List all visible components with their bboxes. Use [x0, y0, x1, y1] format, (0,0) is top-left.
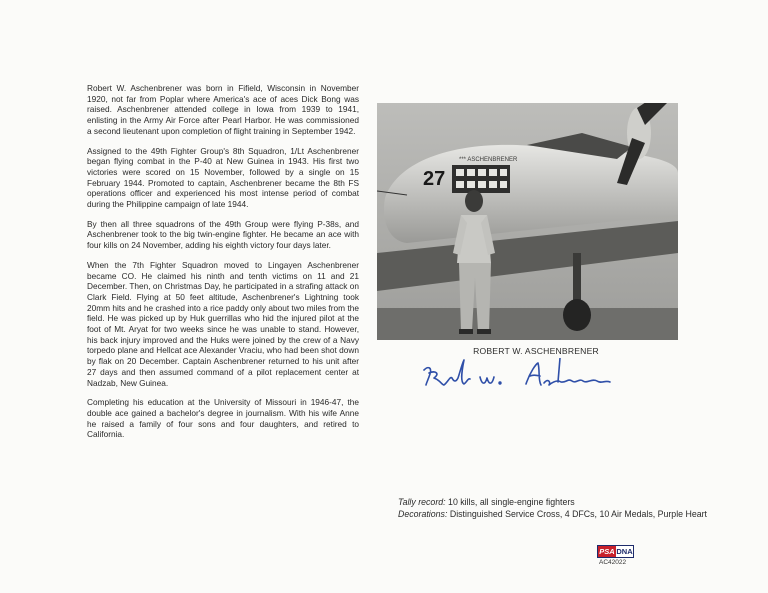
tally-record: [398, 496, 708, 520]
tally-label: Tally record:: [398, 497, 446, 507]
svg-text:*** ASCHENBRENER: *** ASCHENBRENER: [459, 157, 518, 163]
tally-row: [398, 496, 708, 508]
decorations-value: Distinguished Service Cross, 4 DFCs, 10 Air Medals, Purple Heart: [449, 509, 708, 519]
aircraft-number: 27: [423, 168, 446, 190]
handwritten-signature: [420, 358, 615, 390]
psa-logo-text: PSA: [599, 547, 615, 556]
bio-paragraph-1: Robert W. Aschenbrener was born in Fifield, Wisconsin in November 1920, not far from Poplar where America's ace of aces Dick Bong was raised. Aschenbrener attended college in Iowa from 1939 to 1941, enlisting in the Army Air Force after Pearl Harbor. He was commissioned a second lieutenant upon completion of flight training in September 1942.: [87, 83, 359, 136]
dna-logo-text: DNA: [616, 547, 633, 556]
psa-dna-logo: [597, 545, 634, 558]
biography-text: [87, 83, 359, 449]
certification-number: AC42022: [599, 559, 627, 566]
p38-photo-illustration: [377, 103, 678, 340]
bio-paragraph-4: When the 7th Fighter Squadron moved to Lingayen Aschenbrener became CO. He claimed his ninth and tenth victims on 11 and 21 December. Then, on Christmas Day, he participated in a strafing attack on Clark Field. Flying at 50 feet altitude, Aschenbrener's Lightning took 20mm hits and he crashed into a rice paddy only about two miles from the field. He was picked up by Huk guerrillas who hid the injured pilot at the foot of Mt. Aryat for two weeks since he was unable to stand. However, his back injury improved and the Huks were joined by the crew of a Navy torpedo plane and Hellcat ace Alexander Vraciu, who had been shot down by flak on 20 December. Captain Aschenbrener returned to his unit after 27 days and then assumed command of a pilot replacement center at Nadzab, New Guinea.: [87, 259, 359, 388]
decorations-label: Decorations:: [398, 509, 448, 519]
tally-value: 10 kills, all single-engine fighters: [448, 497, 575, 507]
bio-paragraph-3: By then all three squadrons of the 49th Group were flying P-38s, and Aschenbrener took to the big twin-engine fighter. He became an ace with four kills on 24 November, adding his eighth victory four days later.: [87, 218, 359, 251]
bio-paragraph-5: Completing his education at the University of Missouri in 1946-47, the double ace gained a bachelor's degree in journalism. With his wife Anne he raised a family of four sons and four daughters, and retired to California.: [87, 397, 359, 440]
bio-paragraph-2: Assigned to the 49th Fighter Group's 8th Squadron, 1/Lt Aschenbrener began flying combat in the P-40 at New Guinea in 1943. His first two victories were scored on 15 November, followed by a single on 15 February 1944. Promoted to captain, Aschenbrener became the 8th FS operations officer and experienced his most intense period of combat during the Philippine campaign of late 1944.: [87, 145, 359, 210]
photo-caption: ROBERT W. ASCHENBRENER: [473, 346, 599, 356]
decorations-row: [398, 508, 708, 520]
pilot-photo: [377, 103, 678, 340]
